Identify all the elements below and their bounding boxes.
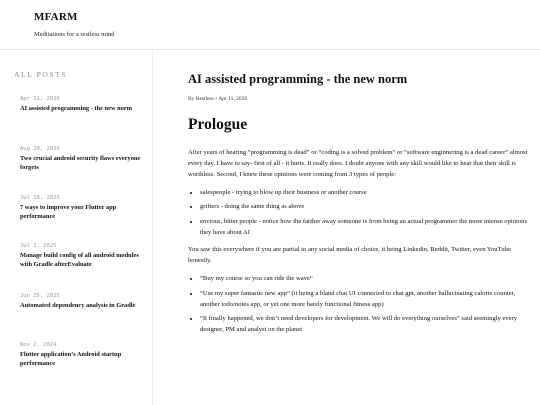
- bullet-list: [188, 273, 528, 335]
- article: [188, 72, 528, 338]
- sidebar: [0, 50, 153, 405]
- sidebar-post-item[interactable]: [20, 146, 145, 173]
- post-date: Nov 2, 2024: [20, 342, 57, 348]
- post-date: Aug 20, 2025: [20, 146, 60, 152]
- list-item: • “Buy my course so you can ride the wave”: [200, 273, 528, 284]
- site-header: [0, 0, 540, 50]
- list-item: • grifters - doing the same thing as above: [200, 201, 528, 212]
- sidebar-post-item[interactable]: [20, 243, 145, 270]
- sidebar-post-item[interactable]: [20, 293, 145, 311]
- post-date: Jun 25, 2025: [20, 293, 60, 299]
- post-title-link[interactable]: 7 ways to improve your Flutter app performance: [20, 204, 117, 220]
- post-date: Jul 18, 2025: [20, 195, 60, 201]
- sidebar-post-item[interactable]: [20, 195, 145, 222]
- bullet-list: [188, 187, 528, 238]
- post-title-link[interactable]: Two crucial android security flaws everyone forgets: [20, 155, 141, 171]
- list-item: • salespeople - trying to blow up their business or another course: [200, 187, 528, 198]
- post-title-link[interactable]: Flutter application’s Android startup performance: [20, 351, 122, 367]
- post-title-link[interactable]: AI assisted programming - the new norm: [20, 105, 133, 112]
- list-item: • “It finally happened, we don’t need developers for development. We will do everything ourselves” said seemingly every designer, PM and analyst on the planet: [200, 313, 528, 335]
- article-title: AI assisted programming - the new norm: [188, 72, 408, 86]
- article-paragraph: After years of hearing “programming is dead” or “coding is a solved problem” or “software enginnering is a dead career” almost every day, I have to say- first of all - it hurts. It really does. I doubt anyone with any skill would like to hear that their skill is worthless. Second, I knew these opinions were coming from 3 types of people:: [188, 148, 528, 178]
- sidebar-heading: ALL POSTS: [14, 70, 68, 79]
- post-title-link[interactable]: Manage build config of all android modules with Gradle afterEvaluate: [20, 252, 139, 268]
- list-item: • “Use my super fantastic new app” (it being a bland chat UI connected to chat gpt, another hallucinating calorie counter, another todo/notes app, or yet one more barely functional fitness app): [200, 288, 528, 310]
- post-title-link[interactable]: Automated dependency analysis in Gradle: [20, 302, 136, 309]
- article-paragraph: You saw this everywhere if you are partial to any social media of choice, it being Linkedin, Reddit, Twitter, even YouTube honestly.: [188, 246, 511, 265]
- post-date: Jul 1, 2025: [20, 243, 57, 249]
- article-byline: By Restless • Apr 11, 2026: [188, 96, 248, 102]
- sidebar-post-item[interactable]: [20, 342, 145, 369]
- site-title[interactable]: MFARM: [34, 11, 78, 23]
- post-date: Apr 11, 2026: [20, 96, 60, 102]
- section-heading: Prologue: [188, 116, 248, 133]
- list-item: • envious, bitter people - notice how the farther away someone is from being an actual programmer the more intense opinions they have about AI: [200, 216, 528, 238]
- site-tagline: Meditations for a restless mind: [34, 31, 115, 38]
- sidebar-post-item[interactable]: [20, 96, 145, 114]
